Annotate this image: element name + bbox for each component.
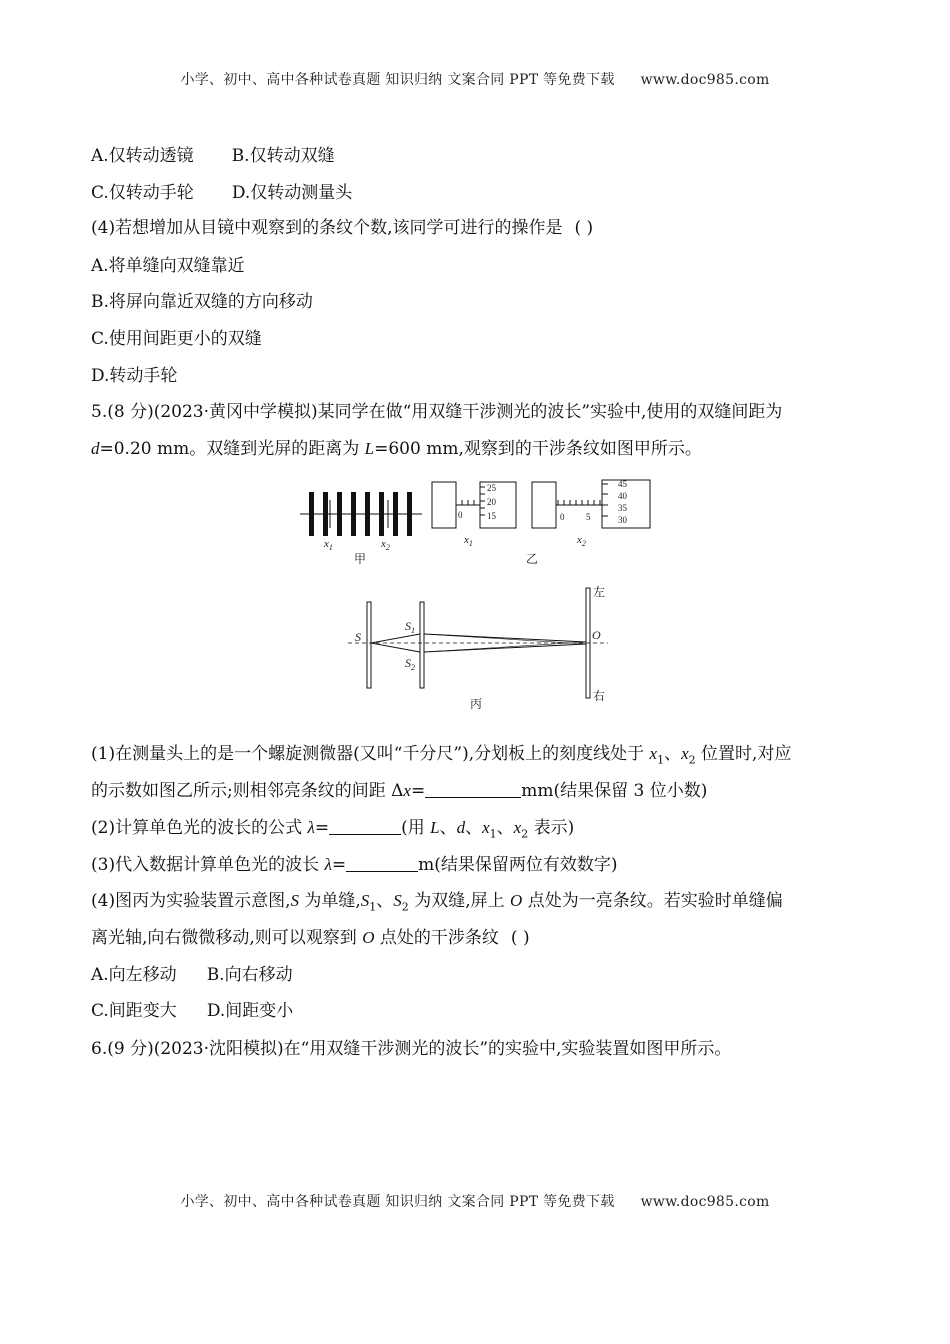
sub4-option-c: C.使用间距更小的双缝 — [91, 329, 262, 349]
footer-site: www.doc985.com — [640, 1194, 770, 1210]
fringe-pattern — [300, 492, 422, 536]
footer-text: 小学、初中、高中各种试卷真题 知识归纳 文案合同 PPT 等免费下载 — [180, 1194, 615, 1210]
header-site: www.doc985.com — [640, 72, 770, 88]
q5-part4-line2: 离光轴,向右微微移动,则可以观察到 O 点处的干涉条纹 ( ) — [91, 928, 530, 948]
q6-stem: 6.(9 分)(2023·沈阳模拟)在“用双缝干涉测光的波长”的实验中,实验装置如图甲所示。 — [91, 1039, 732, 1059]
m2-tick-40: 40 — [618, 491, 627, 501]
answer-paren: ( ) — [574, 218, 594, 238]
q5-part4-line1: (4)图丙为实验装置示意图,S 为单缝$,S_1$、$S_2$ 为双缝,屏上 O 点处为一亮条纹。若实验时单缝偏 — [91, 891, 783, 914]
page-footer — [0, 1191, 950, 1211]
option-c: C.仅转动手轮 — [91, 183, 194, 203]
option-c: C.间距变大 — [91, 1001, 177, 1021]
header-text: 小学、初中、高中各种试卷真题 知识归纳 文案合同 PPT 等免费下载 — [180, 72, 615, 88]
m2-five: 5 — [586, 512, 591, 522]
micrometer-x1 — [432, 482, 516, 528]
sub4-option-a: A.将单缝向双缝靠近 — [91, 256, 245, 276]
option-b: B.仅转动双缝 — [231, 146, 335, 166]
m1-tick-20: 20 — [487, 497, 496, 507]
label-S: S — [355, 630, 361, 644]
option-d: D.仅转动测量头 — [231, 183, 353, 203]
sub-question-4: (4)若想增加从目镜中观察到的条纹个数,该同学可进行的操作是 ( ) — [91, 218, 594, 238]
answer-blank-dx[interactable] — [425, 781, 521, 798]
q5-stem-line1: 5.(8 分)(2023·黄冈中学模拟)某同学在做“用双缝干涉测光的波长”实验中,使用的双缝间距为 — [91, 402, 783, 422]
label-O: O — [592, 628, 601, 642]
figure-jia-yi — [290, 476, 670, 572]
label-bing: 丙 — [470, 697, 483, 711]
q5-options-cd — [91, 1000, 293, 1022]
option-d: D.间距变小 — [206, 1001, 294, 1021]
sub4-option-b: B.将屏向靠近双缝的方向移动 — [91, 292, 313, 312]
label-S1: $S_1$ — [405, 619, 415, 635]
answer-blank-formula[interactable] — [329, 818, 401, 835]
label-jia: 甲 — [354, 552, 367, 566]
label-yi: 乙 — [526, 552, 539, 566]
figure-bing — [346, 580, 616, 712]
sub4-option-d: D.转动手轮 — [91, 366, 178, 386]
m2-tick-45: 45 — [618, 479, 627, 489]
m2-tick-30: 30 — [618, 515, 627, 525]
answer-blank-wavelength[interactable] — [346, 855, 418, 872]
q5-options-ab — [91, 964, 293, 986]
q5-part1-line1: (1)在测量头上的是一个螺旋测微器(又叫“千分尺”),分划板上的刻度线处于 $x_1$、$x_2$ 位置时,对应 — [91, 744, 792, 767]
apparatus — [348, 588, 608, 698]
label-x1-jia: $x_1$ — [324, 538, 333, 552]
q5-part1-line2: 的示数如图乙所示;则相邻亮条纹的间距 Δx= mm(结果保留 3 位小数) — [91, 781, 708, 801]
m1-tick-15: 15 — [487, 511, 496, 521]
label-x1-yi: $x_1$ — [464, 534, 473, 548]
label-right: 右 — [593, 689, 606, 703]
m1-zero: 0 — [458, 510, 463, 520]
q5-part2: (2)计算单色光的波长的公式 λ= (用 L、d、$x_1$、$x_2$ 表示) — [91, 818, 575, 841]
q5-part3: (3)代入数据计算单色光的波长 λ= m(结果保留两位有效数字) — [91, 855, 618, 875]
answer-paren: ( ) — [510, 928, 530, 948]
option-a: A.向左移动 — [91, 965, 177, 985]
label-S2: $S_2$ — [405, 656, 415, 672]
q4-prev-options-ab — [91, 145, 335, 167]
q4-prev-options-cd — [91, 182, 352, 204]
option-a: A.仅转动透镜 — [91, 146, 194, 166]
option-b: B.向右移动 — [206, 965, 293, 985]
label-x2-jia: $x_2$ — [381, 538, 390, 552]
q5-stem-line2: d=0.20 mm。双缝到光屏的距离为 L=600 mm,观察到的干涉条纹如图甲所示。 — [91, 439, 702, 459]
m2-zero: 0 — [560, 512, 565, 522]
m2-tick-35: 35 — [618, 503, 627, 513]
label-x2-yi: $x_2$ — [577, 534, 586, 548]
page-header — [0, 69, 950, 89]
micrometer-x2 — [532, 480, 650, 528]
m1-tick-25: 25 — [487, 483, 496, 493]
label-left: 左 — [593, 585, 606, 599]
